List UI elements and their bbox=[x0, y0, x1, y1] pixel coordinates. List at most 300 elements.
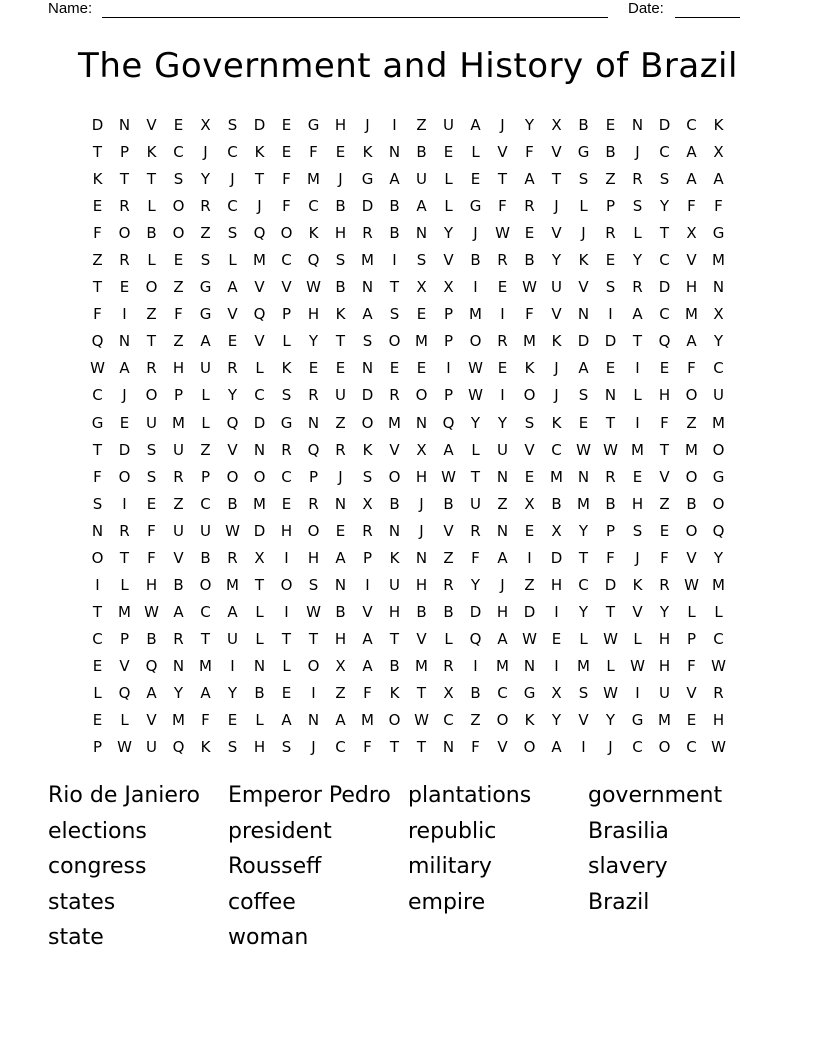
grid-letter[interactable]: D bbox=[361, 386, 374, 405]
grid-letter[interactable]: Y bbox=[524, 116, 535, 134]
grid-letter[interactable]: A bbox=[362, 629, 373, 648]
grid-letter[interactable]: L bbox=[633, 629, 642, 648]
grid-letter[interactable]: C bbox=[200, 494, 211, 513]
grid-letter[interactable]: O bbox=[685, 386, 698, 405]
grid-letter[interactable]: C bbox=[92, 386, 103, 405]
grid-letter[interactable]: O bbox=[172, 197, 185, 216]
grid-letter[interactable]: Z bbox=[443, 548, 454, 567]
grid-letter[interactable]: N bbox=[577, 305, 590, 324]
grid-letter[interactable]: K bbox=[713, 116, 724, 134]
grid-letter[interactable]: V bbox=[443, 251, 454, 270]
grid-letter[interactable]: N bbox=[91, 521, 104, 540]
grid-letter[interactable]: L bbox=[579, 629, 588, 648]
grid-letter[interactable]: N bbox=[415, 548, 428, 567]
grid-letter[interactable]: U bbox=[497, 440, 508, 459]
grid-letter[interactable]: G bbox=[199, 278, 212, 297]
grid-letter[interactable]: W bbox=[306, 602, 321, 621]
grid-letter[interactable]: T bbox=[254, 575, 265, 594]
grid-letter[interactable]: Z bbox=[335, 413, 346, 432]
grid-letter[interactable]: A bbox=[632, 305, 643, 324]
grid-letter[interactable]: M bbox=[361, 711, 374, 730]
grid-letter[interactable]: E bbox=[281, 143, 292, 162]
grid-letter[interactable]: E bbox=[659, 521, 670, 540]
grid-letter[interactable]: M bbox=[253, 494, 266, 513]
grid-letter[interactable]: R bbox=[173, 629, 184, 648]
grid-letter[interactable]: O bbox=[658, 738, 671, 757]
grid-letter[interactable]: B bbox=[389, 197, 400, 216]
grid-letter[interactable]: H bbox=[415, 467, 428, 486]
grid-letter[interactable]: O bbox=[226, 467, 239, 486]
grid-letter[interactable]: J bbox=[338, 170, 343, 189]
grid-letter[interactable]: L bbox=[687, 602, 696, 621]
grid-letter[interactable]: Z bbox=[173, 332, 184, 351]
grid-letter[interactable]: I bbox=[365, 575, 370, 594]
grid-letter[interactable]: F bbox=[363, 738, 372, 757]
grid-letter[interactable]: M bbox=[199, 656, 212, 675]
grid-letter[interactable]: F bbox=[525, 305, 534, 324]
grid-letter[interactable]: N bbox=[118, 332, 131, 351]
grid-letter[interactable]: C bbox=[254, 386, 265, 405]
grid-letter[interactable]: S bbox=[227, 224, 238, 243]
grid-letter[interactable]: O bbox=[145, 386, 158, 405]
grid-letter[interactable]: D bbox=[658, 278, 671, 297]
grid-letter[interactable]: H bbox=[253, 738, 266, 757]
grid-letter[interactable]: X bbox=[335, 656, 346, 675]
grid-letter[interactable]: E bbox=[281, 116, 292, 134]
grid-letter[interactable]: Z bbox=[686, 413, 697, 432]
grid-letter[interactable]: L bbox=[444, 197, 453, 216]
grid-letter[interactable]: G bbox=[523, 683, 536, 702]
grid-letter[interactable]: J bbox=[473, 224, 478, 243]
grid-letter[interactable]: O bbox=[388, 711, 401, 730]
grid-letter[interactable]: E bbox=[389, 359, 400, 378]
grid-letter[interactable]: J bbox=[500, 575, 505, 594]
grid-letter[interactable]: S bbox=[173, 170, 184, 189]
grid-letter[interactable]: E bbox=[578, 413, 589, 432]
grid-letter[interactable]: M bbox=[226, 575, 239, 594]
grid-letter[interactable]: T bbox=[632, 332, 643, 351]
grid-letter[interactable]: M bbox=[712, 413, 725, 432]
grid-letter[interactable]: E bbox=[605, 359, 616, 378]
grid-letter[interactable]: Y bbox=[200, 170, 211, 189]
grid-letter[interactable]: J bbox=[203, 143, 208, 162]
grid-letter[interactable]: V bbox=[362, 602, 373, 621]
grid-letter[interactable]: K bbox=[308, 224, 319, 243]
grid-letter[interactable]: N bbox=[631, 116, 644, 134]
grid-letter[interactable]: B bbox=[146, 629, 157, 648]
grid-letter[interactable]: A bbox=[146, 683, 157, 702]
grid-letter[interactable]: E bbox=[308, 359, 319, 378]
grid-letter[interactable]: E bbox=[92, 197, 103, 216]
grid-letter[interactable]: T bbox=[146, 332, 157, 351]
grid-letter[interactable]: F bbox=[93, 305, 102, 324]
grid-letter[interactable]: I bbox=[635, 413, 640, 432]
grid-letter[interactable]: M bbox=[712, 251, 725, 270]
grid-letter[interactable]: F bbox=[147, 521, 156, 540]
grid-letter[interactable]: H bbox=[685, 278, 698, 297]
grid-letter[interactable]: Y bbox=[551, 251, 562, 270]
grid-letter[interactable]: I bbox=[500, 305, 505, 324]
grid-letter[interactable]: A bbox=[497, 629, 508, 648]
grid-letter[interactable]: D bbox=[577, 332, 590, 351]
grid-letter[interactable]: A bbox=[686, 332, 697, 351]
grid-letter[interactable]: E bbox=[605, 251, 616, 270]
grid-letter[interactable]: C bbox=[308, 197, 319, 216]
grid-letter[interactable]: C bbox=[578, 575, 589, 594]
grid-letter[interactable]: M bbox=[469, 305, 482, 324]
grid-letter[interactable]: I bbox=[311, 683, 316, 702]
grid-letter[interactable]: T bbox=[254, 170, 265, 189]
grid-letter[interactable]: H bbox=[712, 711, 725, 730]
grid-letter[interactable]: S bbox=[308, 575, 319, 594]
grid-letter[interactable]: F bbox=[471, 738, 480, 757]
grid-letter[interactable]: A bbox=[470, 116, 481, 134]
grid-letter[interactable]: D bbox=[253, 116, 266, 134]
grid-letter[interactable]: R bbox=[227, 359, 238, 378]
date-input-line[interactable] bbox=[675, 17, 740, 18]
grid-letter[interactable]: R bbox=[605, 467, 616, 486]
grid-letter[interactable]: R bbox=[200, 197, 211, 216]
grid-letter[interactable]: C bbox=[227, 197, 238, 216]
grid-letter[interactable]: T bbox=[308, 629, 319, 648]
grid-letter[interactable]: V bbox=[227, 305, 238, 324]
grid-letter[interactable]: N bbox=[307, 413, 320, 432]
grid-letter[interactable]: A bbox=[389, 170, 400, 189]
grid-letter[interactable]: J bbox=[419, 521, 424, 540]
grid-letter[interactable]: A bbox=[227, 602, 238, 621]
grid-letter[interactable]: M bbox=[496, 656, 509, 675]
grid-letter[interactable]: V bbox=[497, 738, 508, 757]
grid-letter[interactable]: A bbox=[362, 305, 373, 324]
grid-letter[interactable]: M bbox=[550, 467, 563, 486]
grid-letter[interactable]: O bbox=[118, 467, 131, 486]
grid-letter[interactable]: V bbox=[551, 305, 562, 324]
grid-letter[interactable]: I bbox=[392, 116, 397, 134]
grid-letter[interactable]: J bbox=[500, 116, 505, 134]
grid-letter[interactable]: L bbox=[147, 251, 156, 270]
grid-letter[interactable]: Y bbox=[470, 575, 481, 594]
grid-letter[interactable]: Q bbox=[226, 413, 239, 432]
grid-letter[interactable]: K bbox=[146, 143, 157, 162]
grid-letter[interactable]: H bbox=[658, 656, 671, 675]
name-input-line[interactable] bbox=[102, 17, 608, 18]
grid-letter[interactable]: I bbox=[581, 738, 586, 757]
grid-letter[interactable]: B bbox=[416, 143, 427, 162]
grid-letter[interactable]: L bbox=[201, 386, 210, 405]
grid-letter[interactable]: A bbox=[551, 738, 562, 757]
grid-letter[interactable]: R bbox=[173, 467, 184, 486]
grid-letter[interactable]: N bbox=[361, 278, 374, 297]
grid-letter[interactable]: Y bbox=[632, 251, 643, 270]
grid-letter[interactable]: S bbox=[146, 467, 157, 486]
grid-letter[interactable]: M bbox=[631, 440, 644, 459]
grid-letter[interactable]: C bbox=[659, 143, 670, 162]
grid-letter[interactable]: T bbox=[281, 629, 292, 648]
grid-letter[interactable]: J bbox=[554, 197, 559, 216]
grid-letter[interactable]: R bbox=[146, 359, 157, 378]
grid-letter[interactable]: R bbox=[362, 521, 373, 540]
grid-letter[interactable]: H bbox=[658, 386, 671, 405]
grid-letter[interactable]: M bbox=[118, 602, 131, 621]
grid-letter[interactable]: B bbox=[227, 494, 238, 513]
grid-letter[interactable]: C bbox=[200, 602, 211, 621]
grid-letter[interactable]: T bbox=[551, 170, 562, 189]
grid-letter[interactable]: X bbox=[713, 305, 724, 324]
grid-letter[interactable]: W bbox=[414, 711, 429, 730]
grid-letter[interactable]: K bbox=[254, 143, 265, 162]
grid-letter[interactable]: B bbox=[605, 494, 616, 513]
grid-letter[interactable]: K bbox=[551, 413, 562, 432]
grid-letter[interactable]: E bbox=[524, 521, 535, 540]
grid-letter[interactable]: M bbox=[658, 711, 671, 730]
grid-letter[interactable]: T bbox=[389, 278, 400, 297]
grid-letter[interactable]: R bbox=[470, 521, 481, 540]
grid-letter[interactable]: L bbox=[633, 224, 642, 243]
grid-letter[interactable]: Y bbox=[227, 683, 238, 702]
grid-letter[interactable]: N bbox=[712, 278, 725, 297]
grid-letter[interactable]: U bbox=[551, 278, 562, 297]
grid-letter[interactable]: W bbox=[603, 683, 618, 702]
grid-letter[interactable]: E bbox=[119, 278, 130, 297]
grid-letter[interactable]: F bbox=[282, 170, 291, 189]
grid-letter[interactable]: M bbox=[685, 305, 698, 324]
grid-letter[interactable]: O bbox=[307, 521, 320, 540]
grid-letter[interactable]: A bbox=[416, 197, 427, 216]
grid-letter[interactable]: Z bbox=[92, 251, 103, 270]
grid-letter[interactable]: M bbox=[685, 440, 698, 459]
grid-letter[interactable]: E bbox=[119, 413, 130, 432]
grid-letter[interactable]: Y bbox=[659, 602, 670, 621]
grid-letter[interactable]: X bbox=[200, 116, 211, 134]
grid-letter[interactable]: V bbox=[659, 467, 670, 486]
grid-letter[interactable]: I bbox=[284, 602, 289, 621]
grid-letter[interactable]: R bbox=[443, 656, 454, 675]
grid-letter[interactable]: D bbox=[253, 521, 266, 540]
grid-letter[interactable]: M bbox=[577, 656, 590, 675]
grid-letter[interactable]: E bbox=[173, 251, 184, 270]
grid-letter[interactable]: Q bbox=[118, 683, 131, 702]
grid-letter[interactable]: E bbox=[335, 359, 346, 378]
grid-letter[interactable]: P bbox=[605, 197, 616, 216]
grid-letter[interactable]: D bbox=[253, 413, 266, 432]
grid-letter[interactable]: Y bbox=[659, 197, 670, 216]
grid-letter[interactable]: P bbox=[173, 386, 184, 405]
grid-letter[interactable]: N bbox=[604, 386, 617, 405]
grid-letter[interactable]: V bbox=[551, 224, 562, 243]
grid-letter[interactable]: E bbox=[470, 170, 481, 189]
grid-letter[interactable]: J bbox=[230, 170, 235, 189]
grid-letter[interactable]: E bbox=[227, 332, 238, 351]
grid-letter[interactable]: O bbox=[199, 575, 212, 594]
grid-letter[interactable]: H bbox=[307, 548, 320, 567]
grid-letter[interactable]: P bbox=[119, 629, 130, 648]
grid-letter[interactable]: T bbox=[92, 602, 103, 621]
grid-letter[interactable]: F bbox=[282, 197, 291, 216]
grid-letter[interactable]: N bbox=[253, 440, 266, 459]
grid-letter[interactable]: F bbox=[687, 656, 696, 675]
grid-letter[interactable]: Z bbox=[200, 440, 211, 459]
grid-letter[interactable]: H bbox=[415, 575, 428, 594]
grid-letter[interactable]: K bbox=[389, 548, 400, 567]
grid-letter[interactable]: O bbox=[118, 224, 131, 243]
grid-letter[interactable]: W bbox=[684, 575, 699, 594]
grid-letter[interactable]: H bbox=[334, 116, 347, 134]
grid-letter[interactable]: S bbox=[578, 386, 589, 405]
grid-letter[interactable]: K bbox=[200, 738, 211, 757]
grid-letter[interactable]: M bbox=[388, 413, 401, 432]
grid-letter[interactable]: M bbox=[712, 575, 725, 594]
grid-letter[interactable]: V bbox=[578, 278, 589, 297]
grid-letter[interactable]: Q bbox=[469, 629, 482, 648]
grid-letter[interactable]: U bbox=[335, 386, 346, 405]
grid-letter[interactable]: A bbox=[578, 359, 589, 378]
grid-letter[interactable]: H bbox=[658, 629, 671, 648]
grid-letter[interactable]: J bbox=[608, 738, 613, 757]
grid-letter[interactable]: L bbox=[255, 711, 264, 730]
grid-letter[interactable]: E bbox=[227, 711, 238, 730]
grid-letter[interactable]: X bbox=[524, 494, 535, 513]
grid-letter[interactable]: V bbox=[524, 440, 535, 459]
grid-letter[interactable]: C bbox=[173, 143, 184, 162]
grid-letter[interactable]: K bbox=[524, 711, 535, 730]
grid-letter[interactable]: V bbox=[578, 711, 589, 730]
grid-letter[interactable]: T bbox=[659, 440, 670, 459]
grid-letter[interactable]: W bbox=[225, 521, 240, 540]
grid-letter[interactable]: L bbox=[255, 359, 264, 378]
grid-letter[interactable]: X bbox=[551, 521, 562, 540]
grid-letter[interactable]: G bbox=[712, 467, 725, 486]
grid-letter[interactable]: T bbox=[605, 602, 616, 621]
grid-letter[interactable]: V bbox=[281, 278, 292, 297]
grid-letter[interactable]: P bbox=[281, 305, 292, 324]
grid-letter[interactable]: L bbox=[471, 440, 480, 459]
grid-letter[interactable]: U bbox=[146, 413, 157, 432]
grid-letter[interactable]: V bbox=[443, 521, 454, 540]
grid-letter[interactable]: I bbox=[527, 548, 532, 567]
grid-letter[interactable]: W bbox=[468, 359, 483, 378]
grid-letter[interactable]: W bbox=[144, 602, 159, 621]
grid-letter[interactable]: Y bbox=[578, 521, 589, 540]
grid-letter[interactable]: J bbox=[554, 359, 559, 378]
grid-letter[interactable]: C bbox=[659, 251, 670, 270]
grid-letter[interactable]: N bbox=[415, 224, 428, 243]
grid-letter[interactable]: U bbox=[470, 494, 481, 513]
grid-letter[interactable]: N bbox=[523, 656, 536, 675]
grid-letter[interactable]: A bbox=[335, 548, 346, 567]
grid-letter[interactable]: E bbox=[281, 494, 292, 513]
grid-letter[interactable]: W bbox=[711, 656, 726, 675]
grid-letter[interactable]: U bbox=[416, 170, 427, 189]
grid-letter[interactable]: N bbox=[577, 467, 590, 486]
grid-letter[interactable]: O bbox=[469, 332, 482, 351]
grid-letter[interactable]: T bbox=[92, 440, 103, 459]
grid-letter[interactable]: F bbox=[93, 224, 102, 243]
grid-letter[interactable]: W bbox=[306, 278, 321, 297]
grid-letter[interactable]: K bbox=[362, 143, 373, 162]
grid-letter[interactable]: Z bbox=[470, 711, 481, 730]
grid-letter[interactable]: L bbox=[120, 711, 129, 730]
grid-letter[interactable]: I bbox=[122, 305, 127, 324]
grid-letter[interactable]: K bbox=[389, 683, 400, 702]
grid-letter[interactable]: C bbox=[335, 738, 346, 757]
grid-letter[interactable]: B bbox=[443, 602, 454, 621]
grid-letter[interactable]: O bbox=[280, 575, 293, 594]
grid-letter[interactable]: F bbox=[174, 305, 183, 324]
grid-letter[interactable]: C bbox=[497, 683, 508, 702]
grid-letter[interactable]: C bbox=[632, 738, 643, 757]
grid-letter[interactable]: R bbox=[227, 548, 238, 567]
grid-letter[interactable]: B bbox=[335, 278, 346, 297]
grid-letter[interactable]: D bbox=[658, 116, 671, 134]
grid-letter[interactable]: V bbox=[146, 711, 157, 730]
grid-letter[interactable]: A bbox=[335, 711, 346, 730]
grid-letter[interactable]: R bbox=[659, 575, 670, 594]
grid-letter[interactable]: M bbox=[523, 332, 536, 351]
grid-letter[interactable]: J bbox=[635, 548, 640, 567]
grid-letter[interactable]: W bbox=[522, 278, 537, 297]
grid-letter[interactable]: M bbox=[415, 332, 428, 351]
grid-letter[interactable]: P bbox=[308, 467, 319, 486]
grid-letter[interactable]: D bbox=[469, 602, 482, 621]
grid-letter[interactable]: C bbox=[227, 143, 238, 162]
grid-letter[interactable]: E bbox=[524, 224, 535, 243]
grid-letter[interactable]: L bbox=[282, 656, 291, 675]
grid-letter[interactable]: N bbox=[361, 359, 374, 378]
grid-letter[interactable]: F bbox=[93, 467, 102, 486]
grid-letter[interactable]: I bbox=[635, 359, 640, 378]
grid-letter[interactable]: U bbox=[659, 683, 670, 702]
grid-letter[interactable]: J bbox=[635, 143, 640, 162]
grid-letter[interactable]: E bbox=[146, 494, 157, 513]
grid-letter[interactable]: T bbox=[659, 224, 670, 243]
grid-letter[interactable]: Z bbox=[524, 575, 535, 594]
grid-letter[interactable]: S bbox=[659, 170, 670, 189]
grid-letter[interactable]: J bbox=[311, 738, 316, 757]
grid-letter[interactable]: M bbox=[577, 494, 590, 513]
grid-letter[interactable]: A bbox=[281, 711, 292, 730]
grid-letter[interactable]: T bbox=[119, 170, 130, 189]
grid-letter[interactable]: J bbox=[581, 224, 586, 243]
grid-letter[interactable]: Z bbox=[497, 494, 508, 513]
grid-letter[interactable]: G bbox=[577, 143, 590, 162]
grid-letter[interactable]: E bbox=[659, 359, 670, 378]
grid-letter[interactable]: X bbox=[713, 143, 724, 162]
grid-letter[interactable]: H bbox=[496, 602, 509, 621]
grid-letter[interactable]: P bbox=[362, 548, 373, 567]
grid-letter[interactable]: T bbox=[92, 278, 103, 297]
grid-letter[interactable]: X bbox=[686, 224, 697, 243]
grid-letter[interactable]: S bbox=[146, 440, 157, 459]
grid-letter[interactable]: J bbox=[122, 386, 127, 405]
grid-letter[interactable]: W bbox=[495, 224, 510, 243]
grid-letter[interactable]: O bbox=[415, 386, 428, 405]
grid-letter[interactable]: O bbox=[361, 413, 374, 432]
grid-letter[interactable]: L bbox=[228, 251, 237, 270]
grid-letter[interactable]: F bbox=[525, 143, 534, 162]
grid-letter[interactable]: C bbox=[92, 629, 103, 648]
grid-letter[interactable]: T bbox=[416, 683, 427, 702]
grid-letter[interactable]: O bbox=[388, 467, 401, 486]
grid-letter[interactable]: X bbox=[551, 683, 562, 702]
grid-letter[interactable]: P bbox=[119, 143, 130, 162]
grid-letter[interactable]: O bbox=[253, 467, 266, 486]
grid-letter[interactable]: H bbox=[307, 305, 320, 324]
grid-letter[interactable]: C bbox=[659, 305, 670, 324]
grid-letter[interactable]: K bbox=[632, 575, 643, 594]
grid-letter[interactable]: Q bbox=[712, 521, 725, 540]
grid-letter[interactable]: A bbox=[713, 170, 724, 189]
grid-letter[interactable]: C bbox=[551, 440, 562, 459]
